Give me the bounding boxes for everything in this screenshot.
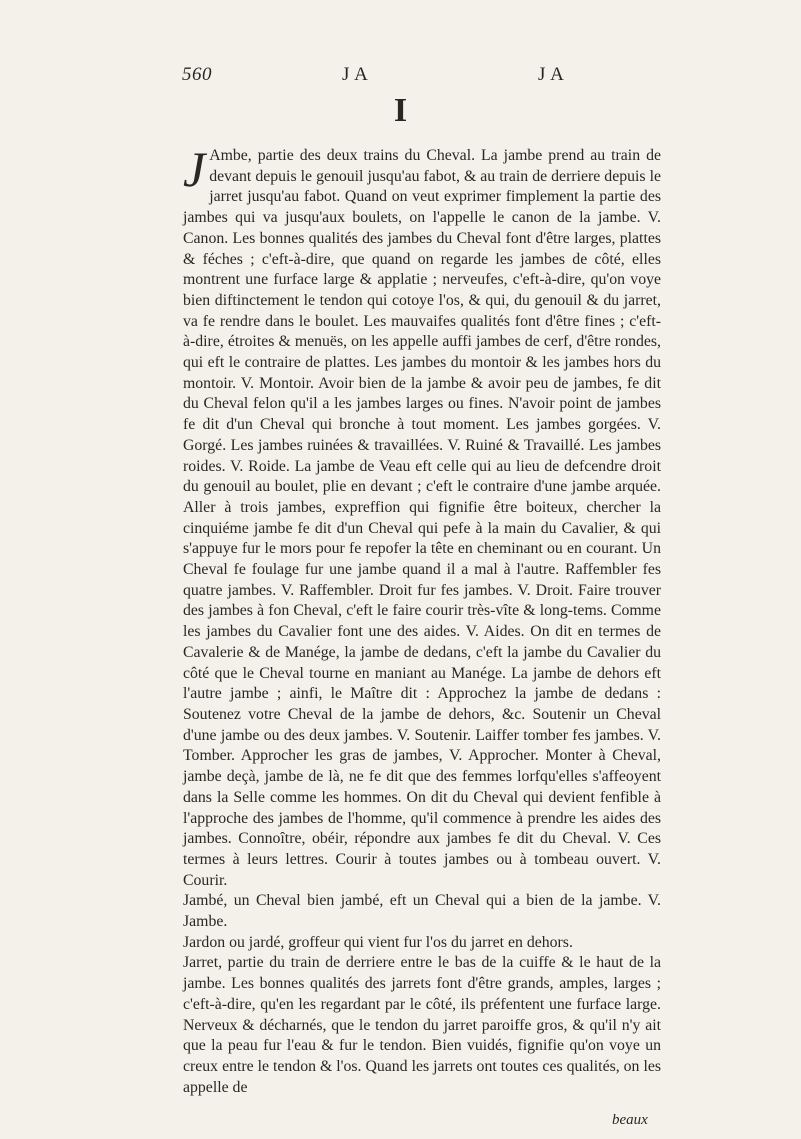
section-letter: I [393,92,408,129]
entry-jambe-adj: Jambé, un Cheval bien jambé, eft un Cheval qui a bien de la jambe. V. Jambe. [183,892,661,931]
running-head-left: J A [342,64,369,85]
page-number: 560 [182,64,212,85]
running-head-right: J A [538,64,565,85]
entry-jarret: Jarret, partie du train de derriere entre le bas de la cuiffe & le haut de la jambe. Les bonnes qualités des jarrets font d'être grands, amples, larges ; c'eft-à-dire, qu'en les regardant par le côté, ils préfentent une furface large. Nerveux & décharnés, que le tendon du jarret paroiffe gros, & qu'il n'y ait que la peau fur l'eau & fur le tendon. Bien vuidés, fignifie qu'on voye un creux entre le tendon & l'os. Quand les jarrets ont toutes ces qualités, on les appelle de [183,954,661,1096]
catchword: beaux [612,1112,648,1128]
entry-jardon: Jardon ou jardé, groffeur qui vient fur l'os du jarret en dehors. [183,933,573,951]
entry-jambe-text: Ambe, partie des deux trains du Cheval. La jambe prend au train de devant depuis le genouil jusqu'au fabot, & au train de derriere depuis le jarret jusqu'au fabot. Quand on veut exprimer fimplement la partie des jambes qui va jusqu'aux boulets, on l'appelle le canon de la jambe. V. Canon. Les bonnes qualités des jambes du Cheval font d'être larges, plattes & féches ; c'eft-à-dire, que quand on regarde les jambes de côté, elles montrent une furface large & applatie ; nerveufes, c'eft-à-dire, qu'on voye bien diftinctement le tendon qui cotoye l'os, & qui, du genouil & du jarret, va fe rendre dans le boulet. Les mauvaifes qualités font d'être fines ; c'eft-à-dire, étroites & menuës, on les appelle auffi jambes de cerf, d'être rondes, qui eft le contraire de plattes. Les jambes du montoir & les jambes hors du montoir. V. Montoir. Avoir bien de la jambe & avoir peu de jambes, fe dit du Cheval felon qu'il a les jambes larges ou fines. N'avoir point de jambes fe dit d'un Cheval qui bronche à tout moment. Les jambes gorgées. V. Gorgé. Les jambes ruinées & travaillées. V. Ruiné & Travaillé. Les jambes roides. V. Roide. La jambe de Veau eft celle qui au lieu de defcendre droit du genouil au boulet, plie en devant ; c'eft le contraire d'une jambe arquée. Aller à trois jambes, expreffion qui fignifie être boiteux, chercher la cinquiéme jambe fe dit d'un Cheval qui pefe à la main du Cavalier, & qui s'appuye fur le mors pour fe repofer la tête en cheminant ou en courant. Un Cheval fe foulage fur une jambe quand il a mal à l'autre. Raffembler fes quatre jambes. V. Raffembler. Droit fur fes jambes. V. Droit. Faire trouver des jambes à fon Cheval, c'eft le faire courir très-vîte & long-tems. Comme les jambes du Cavalier font une des aides. V. Aides. On dit en termes de Cavalerie & de Manége, la jambe de dedans, c'eft la jambe du Cavalier du côté que le Cheval tourne en maniant au Manége. La jambe de dehors eft l'autre jambe ; ainfi, le Maître dit : Approchez la jambe de dedans : Soutenez votre Cheval de la jambe de dehors, &c. Soutenir un Cheval d'une jambe ou des deux jambes. V. Soutenir. Laiffer tomber fes jambes. V. Tomber. Approcher les gras de jambes, V. Approcher. Monter à Cheval, jambe deçà, jambe de là, ne fe dit que des femmes lorfqu'elles s'affeoyent dans la Selle comme les hommes. On dit du Cheval qui devient fenfible à l'approche des jambes de l'homme, qu'il commence à prendre les aides des jambes. Connoître, obéir, répondre aux jambes fe dit du Cheval. V. Ces termes à leurs lettres. Courir à toutes jambes ou à tombeau ouvert. V. Courir. [183,147,661,889]
entry-jambe [183,141,661,891]
drop-cap: J [183,141,206,197]
dictionary-text [183,141,661,1098]
